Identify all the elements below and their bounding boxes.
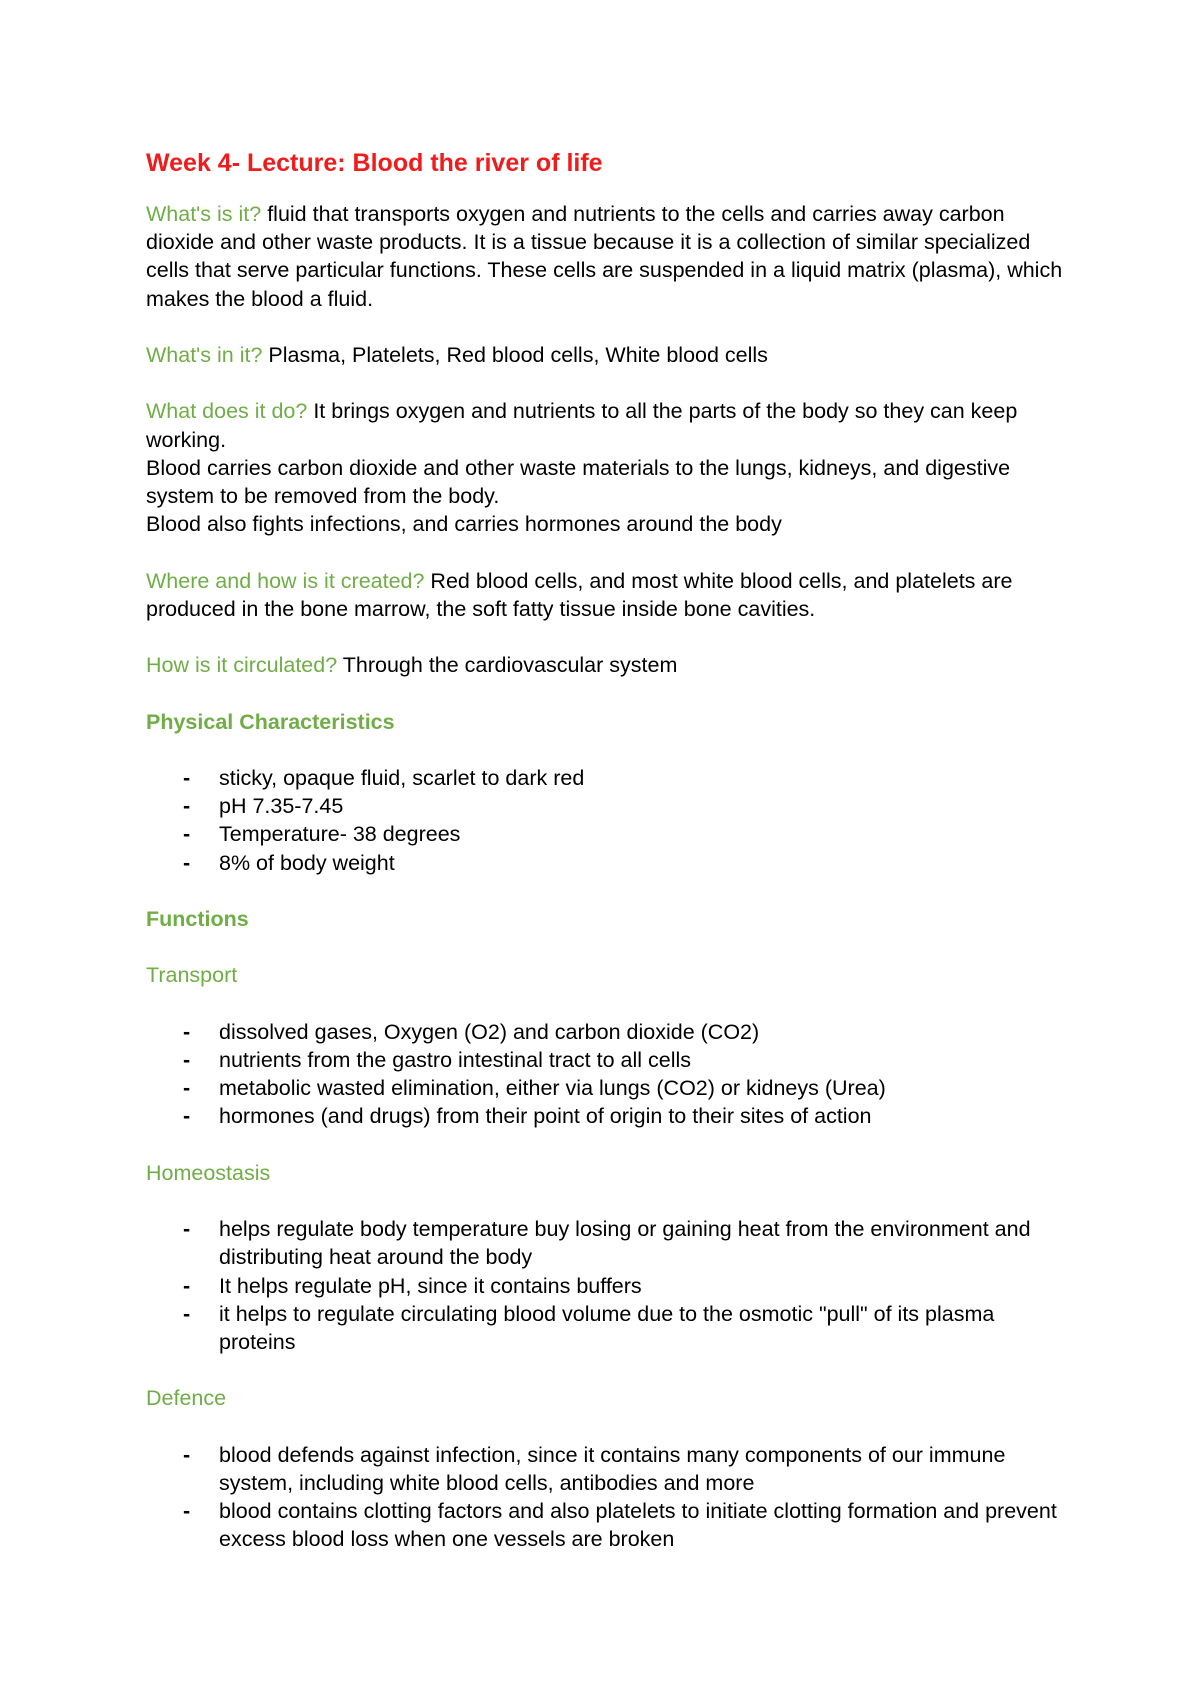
bullet-dash: - (183, 794, 191, 819)
section-heading-functions: Functions (146, 906, 249, 931)
paragraph-what-is-it (146, 200, 1066, 313)
answer-text: fluid that transports oxygen and nutrients to the cells and carries away carbon dioxide and other waste products. It is a tissue because it is a collection of similar specialized cells that serve particular functions. These cells are suspended in a liquid matrix (plasma), which makes the blood a fluid. (146, 202, 1063, 311)
paragraph-whats-in-it (146, 341, 1066, 369)
question-label: How is it circulated? (146, 653, 338, 678)
bullet-dash: - (183, 1217, 191, 1242)
bullet-dash: - (183, 1499, 191, 1524)
paragraph-what-does-it-do (146, 397, 1066, 538)
question-label: Where and how is it created? (146, 568, 425, 593)
homeostasis-list (146, 1215, 1066, 1356)
bullet-dash: - (183, 1104, 191, 1129)
list-item: - It helps regulate pH, since it contains buffers (146, 1272, 1066, 1300)
list-item: - metabolic wasted elimination, either via lungs (CO2) or kidneys (Urea) (146, 1074, 1066, 1102)
answer-text: Blood carries carbon dioxide and other waste materials to the lungs, kidneys, and digestive system to be removed from the body. (146, 455, 1011, 508)
list-item: - pH 7.35-7.45 (146, 792, 1066, 820)
list-item: - 8% of body weight (146, 849, 1066, 877)
list-item: - blood defends against infection, since it contains many components of our immune system, including white blood cells, antibodies and more (183, 1442, 1006, 1495)
answer-text: Through the cardiovascular system (337, 653, 678, 678)
bullet-dash: - (183, 1076, 191, 1101)
list-item: - blood contains clotting factors and also platelets to initiate clotting formation and prevent excess blood loss when one vessels are broken (183, 1499, 1057, 1552)
bullet-dash: - (183, 1273, 191, 1298)
defence-list (146, 1441, 1066, 1554)
subheading-homeostasis: Homeostasis (146, 1160, 271, 1185)
paragraph-how-circulated (146, 651, 1066, 679)
list-item: - sticky, opaque fluid, scarlet to dark red (146, 764, 1066, 792)
answer-text: Plasma, Platelets, Red blood cells, White blood cells (262, 343, 768, 367)
list-item: - nutrients from the gastro intestinal tract to all cells (146, 1046, 1066, 1074)
bullet-dash: - (183, 1301, 191, 1326)
list-item: - dissolved gases, Oxygen (O2) and carbon dioxide (CO2) (146, 1018, 1066, 1046)
physical-list (146, 764, 1066, 877)
bullet-dash: - (183, 1047, 191, 1072)
list-item: - helps regulate body temperature buy losing or gaining heat from the environment and distributing heat around the body (183, 1217, 1031, 1270)
list-item: - Temperature- 38 degrees (146, 820, 1066, 848)
subheading-defence: Defence (146, 1386, 227, 1411)
answer-text: Red blood cells, and most white blood cells, and platelets are produced in the bone marrow, the soft fatty tissue inside bone cavities. (146, 568, 1013, 621)
answer-text: Blood also fights infections, and carries hormones around the body (146, 512, 782, 537)
document-title: Week 4- Lecture: Blood the river of life (146, 149, 603, 177)
bullet-dash: - (183, 765, 191, 790)
paragraph-where-created (146, 567, 1066, 623)
transport-list (146, 1018, 1066, 1131)
list-item: - hormones (and drugs) from their point of origin to their sites of action (146, 1102, 1066, 1130)
section-heading-physical: Physical Characteristics (146, 709, 395, 734)
bullet-dash: - (183, 1019, 191, 1044)
question-label: What's is it? (146, 202, 262, 226)
subheading-transport: Transport (146, 963, 238, 988)
bullet-dash: - (183, 822, 191, 847)
question-label: What's in it? (146, 343, 263, 367)
bullet-dash: - (183, 850, 191, 875)
bullet-dash: - (183, 1442, 191, 1467)
document-page (146, 146, 1066, 1582)
answer-text: It brings oxygen and nutrients to all the parts of the body so they can keep working. (146, 399, 1018, 452)
question-label: What does it do? (146, 399, 308, 424)
list-item: - it helps to regulate circulating blood volume due to the osmotic "pull" of its plasma proteins (183, 1301, 995, 1354)
